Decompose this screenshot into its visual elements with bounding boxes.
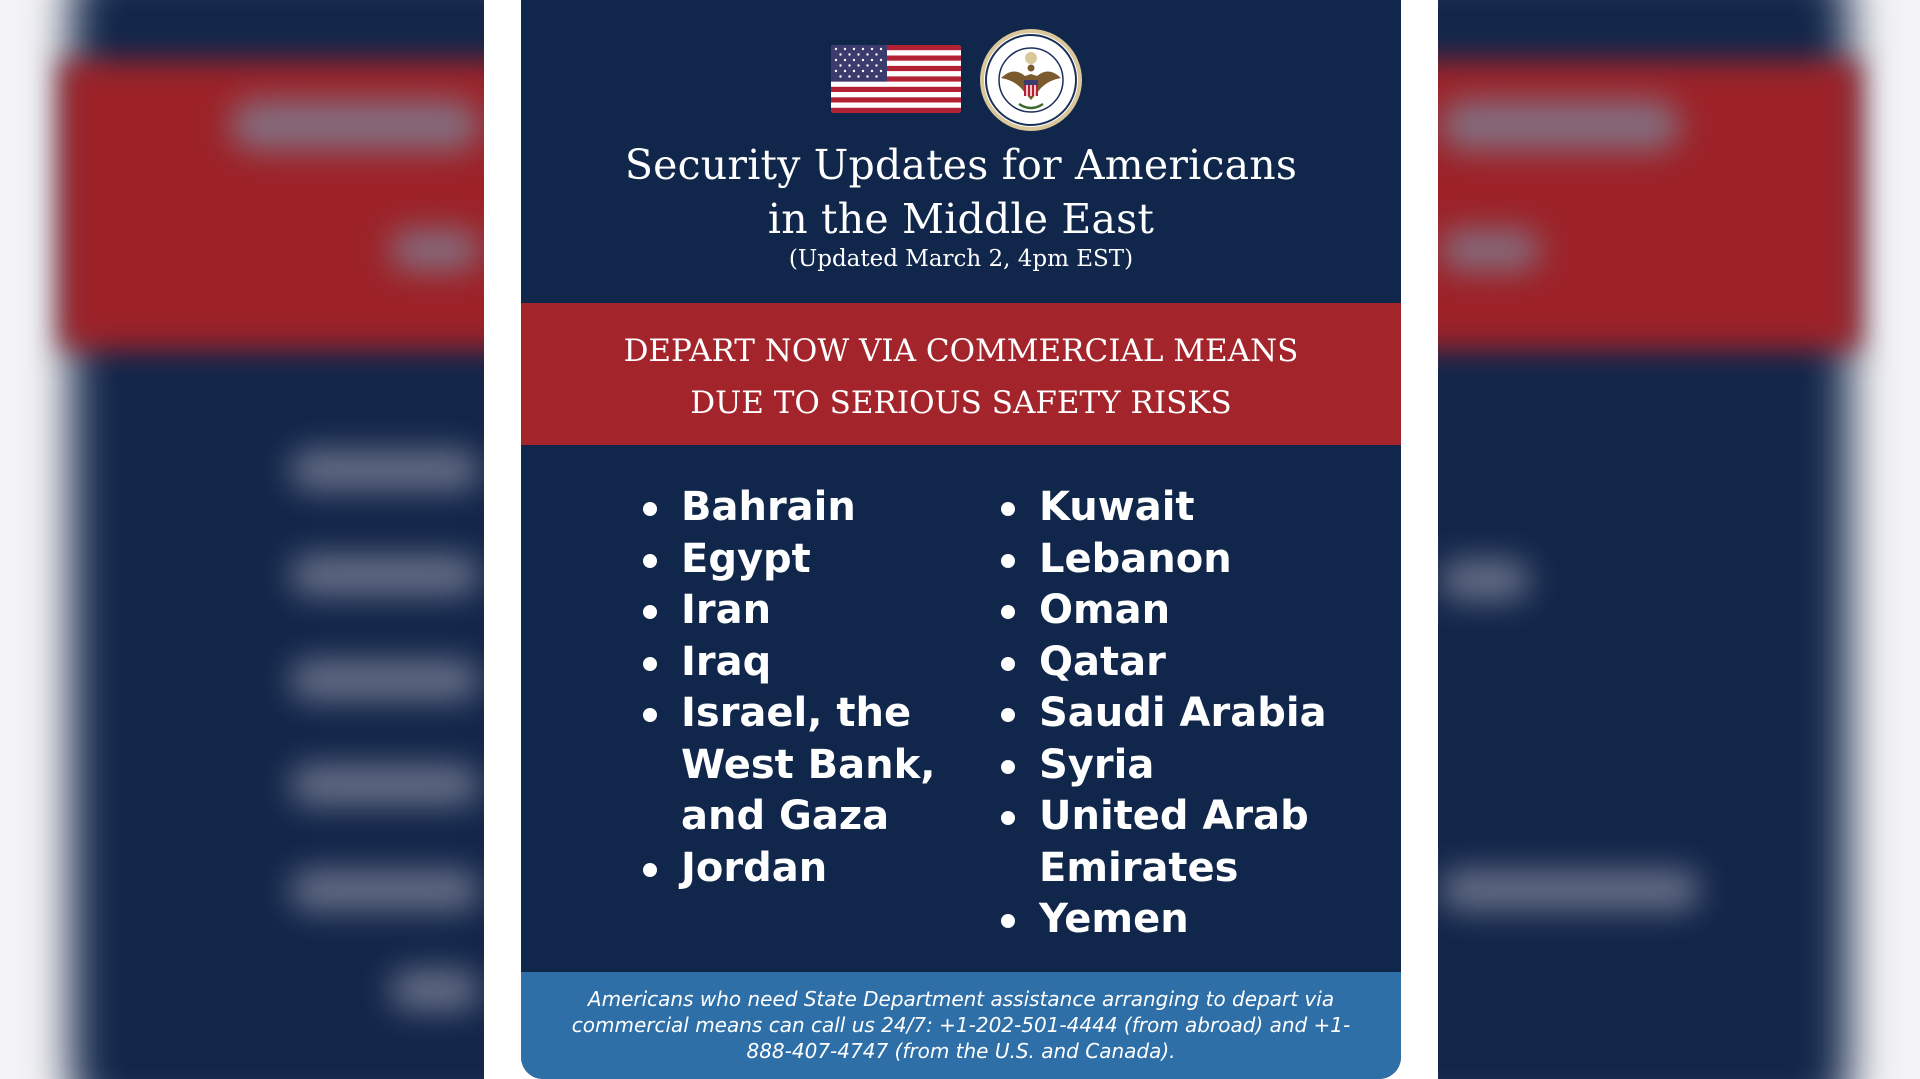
list-item: Qatar	[999, 637, 1389, 689]
list-item-line: United Arab	[1039, 793, 1309, 839]
poster	[521, 0, 1401, 1079]
list-item: Yemen	[999, 894, 1389, 946]
blurred-background-text	[390, 230, 480, 270]
list-item-line: West Bank,	[681, 741, 936, 788]
country-list-left	[641, 482, 971, 894]
assistance-footer-line-3: 888-407-4747 (from the U.S. and Canada).	[746, 1039, 1176, 1063]
blurred-background-text	[290, 450, 480, 490]
warning-banner-line-2: DUE TO SERIOUS SAFETY RISKS	[690, 385, 1232, 421]
assistance-footer-line-2: commercial means can call us 24/7: +1-202-501-4444 (from abroad) and +1-	[571, 1013, 1351, 1037]
blurred-background-text	[390, 970, 480, 1010]
list-item: Syria	[999, 740, 1389, 792]
list-item-line: Emirates	[1039, 844, 1239, 891]
list-item	[999, 791, 1389, 894]
list-item: Bahrain	[641, 482, 971, 534]
blurred-background-text	[290, 765, 480, 805]
assistance-footer	[521, 972, 1401, 1079]
assistance-footer-line-1: Americans who need State Department assistance arranging to depart via	[587, 987, 1335, 1011]
us-flag-icon	[831, 45, 961, 113]
emblems	[521, 28, 1401, 128]
blurred-background-text	[290, 870, 480, 910]
warning-banner	[521, 303, 1401, 445]
warning-banner-text	[521, 325, 1401, 429]
updated-timestamp: (Updated March 2, 4pm EST)	[788, 246, 1134, 272]
list-item	[641, 688, 971, 843]
blurred-background-text	[1440, 870, 1700, 910]
list-item: Saudi Arabia	[999, 688, 1389, 740]
list-item-line: and Gaza	[681, 793, 890, 839]
poster-title	[521, 138, 1401, 246]
department-of-state-seal-icon	[979, 28, 1083, 132]
blurred-background-text	[290, 555, 480, 595]
blurred-background-text	[230, 100, 480, 150]
list-item-line: Israel, the	[681, 690, 912, 736]
blurred-background-text	[1440, 560, 1530, 600]
list-item: Oman	[999, 585, 1389, 637]
country-list-right	[999, 482, 1389, 946]
poster-title-line-1: Security Updates for Americans	[624, 141, 1298, 189]
list-item: Egypt	[641, 534, 971, 586]
list-item: Lebanon	[999, 534, 1389, 586]
list-item: Jordan	[641, 843, 971, 895]
poster-title-line-2: in the Middle East	[767, 195, 1155, 243]
assistance-footer-text	[551, 986, 1371, 1064]
blurred-background-text	[290, 660, 480, 700]
list-item: Iran	[641, 585, 971, 637]
blurred-background-text	[1440, 100, 1680, 150]
warning-banner-line-1: DEPART NOW VIA COMMERCIAL MEANS	[623, 333, 1299, 369]
list-item: Kuwait	[999, 482, 1389, 534]
blurred-background-text	[1440, 230, 1540, 270]
list-item: Iraq	[641, 637, 971, 689]
